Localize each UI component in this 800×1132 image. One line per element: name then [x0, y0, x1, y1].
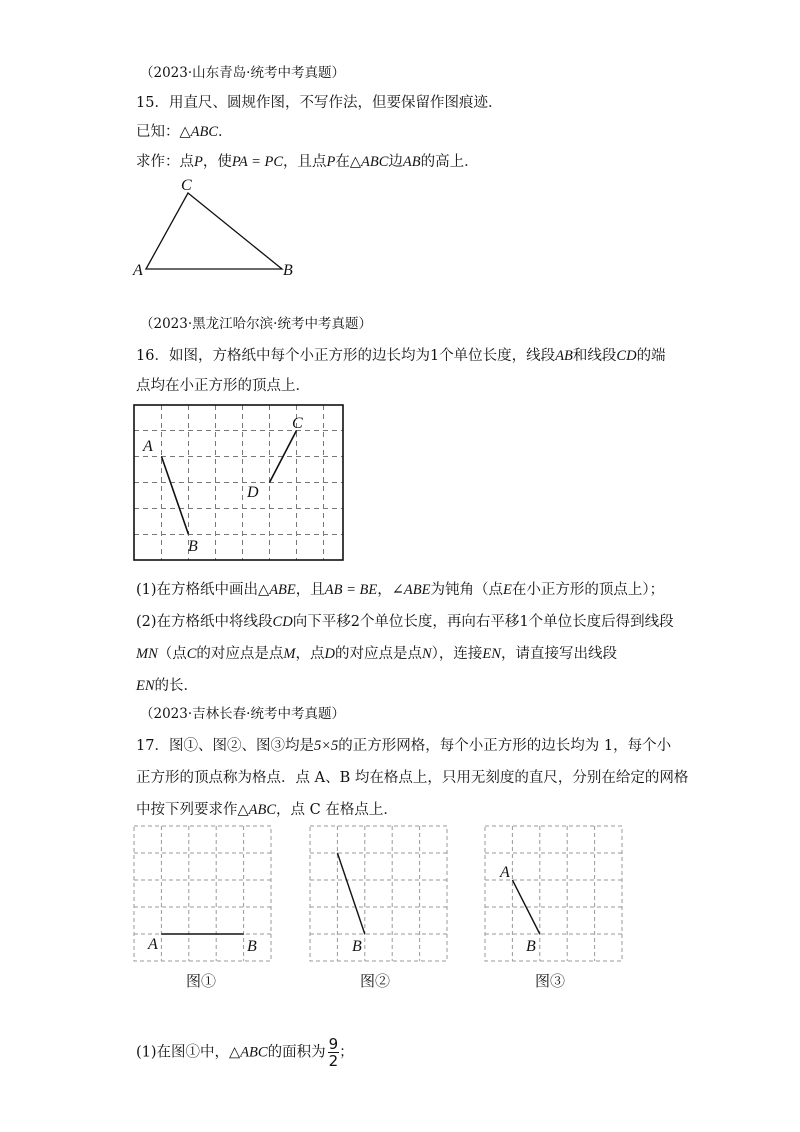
q15-stem: 15．用直尺、圆规作图，不写作法，但要保留作图痕迹． — [136, 95, 503, 111]
label-d: D — [247, 484, 259, 501]
q17-stem-line2: 正方形的顶点称为格点．点 A、B 均在格点上，只用无刻度的直尺，分别在给定的网格 — [136, 770, 689, 786]
label-a: A — [133, 262, 143, 279]
q16-stem-line2: 点均在小正方形的顶点上． — [136, 378, 310, 394]
fig2-label-b: B — [352, 938, 362, 955]
q15-known: 已知：△ABC． — [136, 124, 233, 140]
q17-part1: (1)在图①中，△ABC的面积为 $\frac{9}{2}$ ； — [136, 1035, 354, 1070]
label-b: B — [188, 538, 198, 555]
fig1-label-a: A — [148, 936, 158, 953]
q17-source: （2023·吉林长春·统考中考真题） — [140, 706, 345, 722]
q17-stem-line1: 17．图①、图②、图③均是5×5的正方形网格，每个小正方形的边长均为 1，每个小 — [136, 738, 672, 754]
q16-source: （2023·黑龙江哈尔滨·统考中考真题） — [140, 316, 372, 332]
q16-part2-line2: MN（点C的对应点是点M，点D的对应点是点N），连接EN，请直接写出线段 — [136, 646, 617, 662]
q16-part1: (1)在方格纸中画出△ABE，且AB = BE，∠ABE为钝角（点E在小正方形的顶点上）； — [136, 582, 665, 598]
label-b: B — [283, 262, 293, 279]
fig3-caption: 图③ — [535, 972, 566, 990]
q17-grid-3 — [485, 826, 622, 961]
q16-stem-line1: 16．如图，方格纸中每个小正方形的边长均为1个单位长度，线段AB和线段CD的端 — [136, 348, 666, 364]
q17-stem-line3: 中按下列要求作△ABC，点 C 在格点上． — [136, 802, 398, 818]
fig3-label-b: B — [526, 938, 536, 955]
fraction-nine-halves: $\frac{9}{2}$ — [328, 1035, 339, 1070]
q16-part2-line3: EN的长． — [136, 678, 199, 694]
fig2-caption: 图② — [360, 972, 391, 990]
fig2-segment-ab — [337, 853, 364, 934]
label-c: C — [181, 177, 192, 194]
label-a: A — [143, 438, 153, 455]
label-c: C — [292, 415, 303, 432]
fig1-label-b: B — [247, 938, 257, 955]
q15-ask: 求作：点P，使PA = PC，且点P在△ABC边AB的高上． — [136, 154, 479, 170]
q16-part2-line1: (2)在方格纸中将线段CD向下平移2个单位长度，再向右平移1个单位长度后得到线段 — [136, 614, 674, 630]
q17-grid-2 — [310, 826, 447, 961]
fig3-label-a: A — [500, 864, 510, 881]
q15-source: （2023·山东青岛·统考中考真题） — [140, 65, 345, 81]
fig1-caption: 图① — [186, 972, 217, 990]
